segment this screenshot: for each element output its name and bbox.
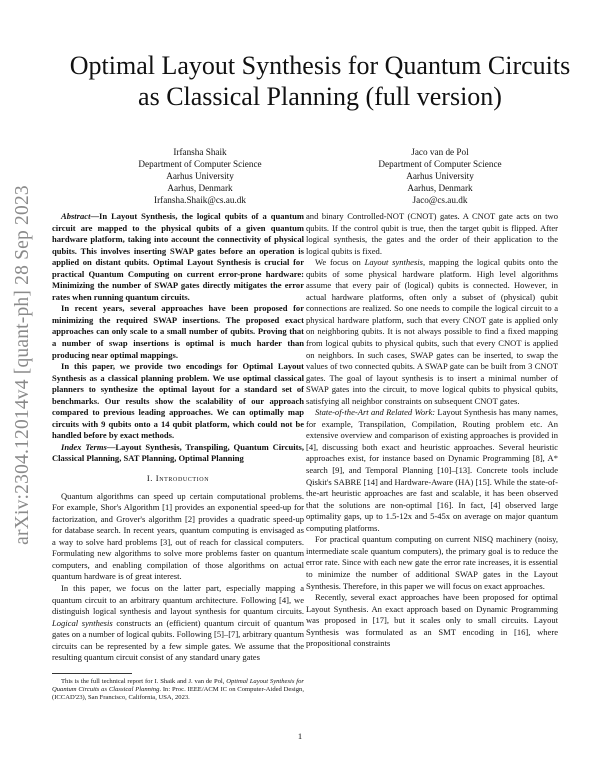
title-line-1: Optimal Layout Synthesis for Quantum Circuits bbox=[69, 51, 571, 80]
author-name: Irfansha Shaik bbox=[173, 147, 227, 157]
body-paragraph: In this paper, we focus on the latter part, especially mapping a quantum circuit to an arbitrary quantum architecture. Following [4], we distinguish logical synthesis and layout synthesis for quantum circuits. Logical synthesis constructs an (efficient) quantum circuit of quantum gates on a number of logical qubits. Following [5]–[7], arbitrary quantum circuits can be represented by a few simple gates. We assume that the resulting quantum circuit consist of any standard unary gates bbox=[52, 582, 304, 663]
author-city: Aarhus, Denmark bbox=[407, 183, 473, 194]
author-block-2 bbox=[320, 146, 560, 206]
body-paragraph: Recently, several exact approaches have been proposed for optimal Layout Synthesis. An exact approach based on Dynamic Programming was proposed in [17], but it scales only to small circuits. Layout Synthesis was formulated as an SMT encoding in [16], where propositional constraints bbox=[306, 592, 558, 649]
abstract-paragraph: Abstract—In Layout Synthesis, the logical qubits of a quantum circuit are mapped to the physical qubits of a given quantum hardware platform, taking into account the connectivity of physical qubits. This involves inserting SWAP gates before an operation is applied on distant qubits. Optimal Layout Synthesis is crucial for practical Quantum Computing on current error-prone hardware: Minimizing the number of SWAP gates directly mitigates the error rates when running quantum circuits. bbox=[52, 211, 304, 302]
author-city: Aarhus, Denmark bbox=[167, 183, 233, 194]
abstract-paragraph: In recent years, several approaches have been proposed for minimizing the required SWAP insertions. The proposed exact approaches can only scale to a small number of qubits. Proving that a number of swap insertions is optimal is much harder than producing near optimal mappings. bbox=[52, 303, 304, 360]
paper-title bbox=[40, 50, 600, 112]
abstract-label: Abstract bbox=[61, 211, 91, 221]
author-department: Department of Computer Science bbox=[378, 159, 502, 170]
body-paragraph: and binary Controlled-NOT (CNOT) gates. A CNOT gate acts on two qubits. If the control qubit is true, then the target qubit is flipped. After logical synthesis, the gates and the order of their application to the logical qubits is fixed. bbox=[306, 211, 558, 256]
author-name: Jaco van de Pol bbox=[411, 147, 469, 157]
section-heading: I. Introduction bbox=[146, 473, 210, 484]
paragraph-heading: State-of-the-Art and Related Work: bbox=[315, 407, 436, 418]
page-number: 1 bbox=[297, 731, 303, 741]
author-email[interactable]: Irfansha.Shaik@cs.au.dk bbox=[154, 195, 246, 206]
index-terms-label: Index Terms bbox=[61, 441, 107, 452]
index-terms: Index Terms—Layout Synthesis, Transpiling, Quantum Circuits, Classical Planning, SAT Planning, Optimal Planning bbox=[52, 441, 304, 464]
title-line-2: as Classical Planning (full version) bbox=[138, 82, 502, 111]
body-paragraph: For practical quantum computing on current NISQ machinery (noisy, intermediate scale quantum computers), the primary goal is to reduce the error rate. Since with each new gate the error rate increases, it is essential to minimize the number of additional SWAP gates in the Layout Synthesis. Therefore, in this paper we will focus on exact approaches. bbox=[306, 534, 558, 591]
abstract bbox=[52, 211, 304, 442]
arxiv-stamp: arXiv:2304.12014v4 [quant-ph] 28 Sep 2023 bbox=[12, 185, 33, 545]
abstract-paragraph: In this paper, we provide two encodings for Optimal Layout Synthesis as a classical planning problem. We use optimal classical planners to synthesize the optimal layout for a standard set of benchmarks. Our results show the scalability of our approach compared to previous leading approaches. We can optimally map circuits with 9 qubits onto a 14 qubit platform, which could not be handled before by exact methods. bbox=[52, 361, 304, 441]
author-university: Aarhus University bbox=[406, 171, 474, 182]
right-column bbox=[306, 211, 558, 650]
author-block-1 bbox=[80, 146, 320, 206]
author-university: Aarhus University bbox=[166, 171, 234, 182]
body-paragraph: We focus on Layout synthesis, mapping the logical qubits onto the qubits of some physical hardware platform. High level algorithms assume that every pair of (logical) qubits is connected. However, in actual hardware platforms, often only a subset of (physical) qubit connections are realized. So one needs to compile the logical circuit to a physical hardware platform, such that every CNOT gate is applied only on neighboring qubits. It is not always possible to find a fixed mapping from logical qubits to physical qubits, such that every CNOT is applied on neighbors. In such cases, SWAP gates can be inserted, to swap the values of two connected qubits. A SWAP gate can be built from 3 CNOT gates. The goal of layout synthesis is to insert a minimal number of SWAP gates into the circuit, to move logical qubits to physical qubits, satisfying all neighbor constraints on subsequent CNOT gates. bbox=[306, 257, 558, 406]
footnote: This is the full technical report for I. Shaik and J. van de Pol, Optimal Layout Synthesis for Quantum Circuits as Classical Planning. In: Proc. IEEE/ACM IC on Computer-Aided Design, (ICCAD'23), San Francisco, California, USA, 2023. bbox=[52, 677, 304, 702]
left-column bbox=[52, 211, 304, 703]
body-paragraph: State-of-the-Art and Related Work: Layout Synthesis has many names, for example, Transpilation, Compilation, Routing problem etc. An extensive overview and comparison of existing approaches is provided in [4], discussing both exact and heuristic approaches. Several heuristic approaches exist, for instance based on Dynamic Programming [8], A* search [9], and Temporal Planning [10]–[13]. Concrete tools include Qiskit's SABRE [14] and Hardware-Aware (HA) [15]. While the state-of-the-art heuristic approaches are fast and scalable, it has been observed that the solutions are non-optimal [16]. In fact, [4] observed large optimality gaps, up to 1.5-12x and 5-45x on average on major quantum computing platforms. bbox=[306, 407, 558, 533]
author-department: Department of Computer Science bbox=[138, 159, 262, 170]
footnote-rule bbox=[52, 673, 132, 674]
author-email[interactable]: Jaco@cs.au.dk bbox=[412, 195, 468, 206]
body-paragraph: Quantum algorithms can speed up certain computational problems. For example, Shor's Algorithm [1] provides an exponential speed-up for factorization, and Grover's algorithm [2] provides a quadratic speed-up for database search. In recent years, quantum computing is envisaged as a way to solve hard problems [3], out of reach for classical computers. Formulating new algorithms to solve more problems faster on quantum computers, and enabling compilation of those algorithms on actual quantum hardware is of great interest. bbox=[52, 490, 304, 582]
